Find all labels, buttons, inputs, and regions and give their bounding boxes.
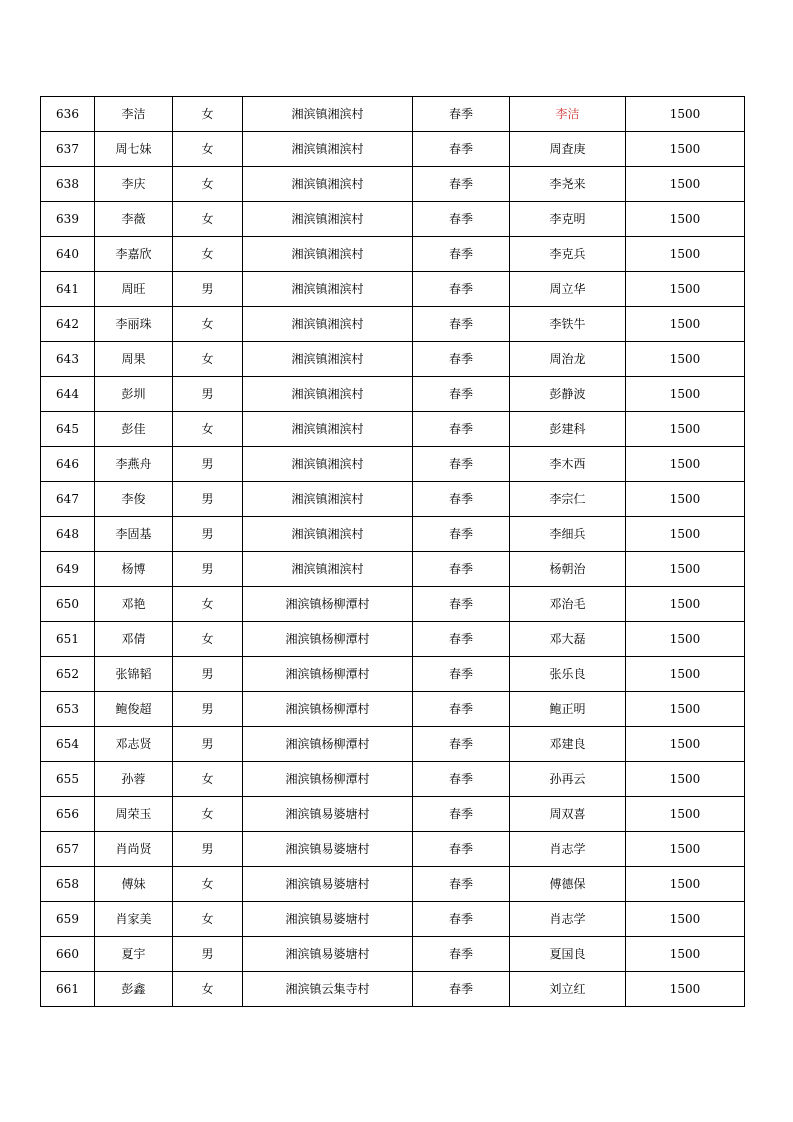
student-name-cell: 李丽珠	[95, 307, 173, 342]
student-name-cell: 周七妹	[95, 132, 173, 167]
guardian-name-cell: 李洁	[510, 97, 626, 132]
season-cell: 春季	[413, 762, 510, 797]
row-number-cell: 640	[41, 237, 95, 272]
gender-cell: 女	[173, 237, 243, 272]
gender-cell: 男	[173, 937, 243, 972]
gender-cell: 男	[173, 832, 243, 867]
village-cell: 湘滨镇湘滨村	[243, 237, 413, 272]
student-name-cell: 傅妹	[95, 867, 173, 902]
amount-cell: 1500	[626, 517, 745, 552]
gender-cell: 男	[173, 272, 243, 307]
season-cell: 春季	[413, 132, 510, 167]
table-row	[41, 342, 745, 377]
row-number-cell: 657	[41, 832, 95, 867]
amount-cell: 1500	[626, 377, 745, 412]
student-name-cell: 鲍俊超	[95, 692, 173, 727]
row-number-cell: 641	[41, 272, 95, 307]
row-number-cell: 643	[41, 342, 95, 377]
gender-cell: 男	[173, 727, 243, 762]
gender-cell: 女	[173, 797, 243, 832]
guardian-name-cell: 鲍正明	[510, 692, 626, 727]
village-cell: 湘滨镇湘滨村	[243, 132, 413, 167]
season-cell: 春季	[413, 202, 510, 237]
table-row	[41, 237, 745, 272]
row-number-cell: 660	[41, 937, 95, 972]
village-cell: 湘滨镇云集寺村	[243, 972, 413, 1007]
row-number-cell: 661	[41, 972, 95, 1007]
guardian-name-cell: 李克明	[510, 202, 626, 237]
amount-cell: 1500	[626, 937, 745, 972]
student-name-cell: 邓艳	[95, 587, 173, 622]
amount-cell: 1500	[626, 692, 745, 727]
amount-cell: 1500	[626, 902, 745, 937]
gender-cell: 男	[173, 517, 243, 552]
row-number-cell: 648	[41, 517, 95, 552]
table-row	[41, 482, 745, 517]
student-name-cell: 孙蓉	[95, 762, 173, 797]
row-number-cell: 645	[41, 412, 95, 447]
season-cell: 春季	[413, 167, 510, 202]
student-name-cell: 周荣玉	[95, 797, 173, 832]
table-row	[41, 412, 745, 447]
guardian-name-cell: 周立华	[510, 272, 626, 307]
gender-cell: 女	[173, 132, 243, 167]
gender-cell: 女	[173, 762, 243, 797]
season-cell: 春季	[413, 972, 510, 1007]
student-name-cell: 李俊	[95, 482, 173, 517]
gender-cell: 女	[173, 972, 243, 1007]
table-row	[41, 132, 745, 167]
guardian-name-cell: 肖志学	[510, 832, 626, 867]
row-number-cell: 644	[41, 377, 95, 412]
village-cell: 湘滨镇杨柳潭村	[243, 587, 413, 622]
table-row	[41, 972, 745, 1007]
season-cell: 春季	[413, 727, 510, 762]
row-number-cell: 638	[41, 167, 95, 202]
table-row	[41, 202, 745, 237]
student-name-cell: 李燕舟	[95, 447, 173, 482]
village-cell: 湘滨镇湘滨村	[243, 307, 413, 342]
table-row	[41, 657, 745, 692]
row-number-cell: 647	[41, 482, 95, 517]
village-cell: 湘滨镇易婆塘村	[243, 937, 413, 972]
student-name-cell: 邓志贤	[95, 727, 173, 762]
row-number-cell: 642	[41, 307, 95, 342]
village-cell: 湘滨镇杨柳潭村	[243, 692, 413, 727]
season-cell: 春季	[413, 832, 510, 867]
table-row	[41, 97, 745, 132]
village-cell: 湘滨镇湘滨村	[243, 272, 413, 307]
row-number-cell: 646	[41, 447, 95, 482]
gender-cell: 女	[173, 97, 243, 132]
gender-cell: 女	[173, 587, 243, 622]
amount-cell: 1500	[626, 797, 745, 832]
table-row	[41, 692, 745, 727]
student-name-cell: 夏宇	[95, 937, 173, 972]
gender-cell: 女	[173, 342, 243, 377]
guardian-name-cell: 周査庚	[510, 132, 626, 167]
season-cell: 春季	[413, 377, 510, 412]
village-cell: 湘滨镇杨柳潭村	[243, 727, 413, 762]
amount-cell: 1500	[626, 132, 745, 167]
amount-cell: 1500	[626, 972, 745, 1007]
guardian-name-cell: 李克兵	[510, 237, 626, 272]
guardian-name-cell: 彭静波	[510, 377, 626, 412]
gender-cell: 男	[173, 692, 243, 727]
row-number-cell: 639	[41, 202, 95, 237]
guardian-name-cell: 夏国良	[510, 937, 626, 972]
row-number-cell: 651	[41, 622, 95, 657]
gender-cell: 女	[173, 167, 243, 202]
amount-cell: 1500	[626, 237, 745, 272]
guardian-name-cell: 李木西	[510, 447, 626, 482]
guardian-name-cell: 傅德保	[510, 867, 626, 902]
student-name-cell: 彭鑫	[95, 972, 173, 1007]
student-name-cell: 周果	[95, 342, 173, 377]
season-cell: 春季	[413, 342, 510, 377]
village-cell: 湘滨镇易婆塘村	[243, 867, 413, 902]
season-cell: 春季	[413, 622, 510, 657]
student-name-cell: 周旺	[95, 272, 173, 307]
student-name-cell: 李固基	[95, 517, 173, 552]
table-row	[41, 377, 745, 412]
row-number-cell: 649	[41, 552, 95, 587]
season-cell: 春季	[413, 272, 510, 307]
village-cell: 湘滨镇易婆塘村	[243, 902, 413, 937]
table-row	[41, 727, 745, 762]
guardian-name-cell: 李细兵	[510, 517, 626, 552]
row-number-cell: 656	[41, 797, 95, 832]
student-name-cell: 张锦韬	[95, 657, 173, 692]
gender-cell: 女	[173, 622, 243, 657]
village-cell: 湘滨镇杨柳潭村	[243, 762, 413, 797]
season-cell: 春季	[413, 307, 510, 342]
guardian-name-cell: 孙再云	[510, 762, 626, 797]
guardian-name-cell: 李宗仁	[510, 482, 626, 517]
gender-cell: 男	[173, 552, 243, 587]
table-row	[41, 447, 745, 482]
season-cell: 春季	[413, 797, 510, 832]
amount-cell: 1500	[626, 622, 745, 657]
season-cell: 春季	[413, 902, 510, 937]
guardian-name-cell: 肖志学	[510, 902, 626, 937]
gender-cell: 女	[173, 202, 243, 237]
amount-cell: 1500	[626, 342, 745, 377]
gender-cell: 女	[173, 902, 243, 937]
row-number-cell: 652	[41, 657, 95, 692]
guardian-name-cell: 周治龙	[510, 342, 626, 377]
guardian-name-cell: 张乐良	[510, 657, 626, 692]
row-number-cell: 636	[41, 97, 95, 132]
village-cell: 湘滨镇湘滨村	[243, 412, 413, 447]
row-number-cell: 654	[41, 727, 95, 762]
amount-cell: 1500	[626, 867, 745, 902]
table-body	[41, 97, 745, 1007]
guardian-name-cell: 周双喜	[510, 797, 626, 832]
gender-cell: 男	[173, 447, 243, 482]
amount-cell: 1500	[626, 762, 745, 797]
table-row	[41, 307, 745, 342]
guardian-name-cell: 刘立红	[510, 972, 626, 1007]
guardian-name-cell: 李尧来	[510, 167, 626, 202]
amount-cell: 1500	[626, 412, 745, 447]
season-cell: 春季	[413, 482, 510, 517]
table-row	[41, 622, 745, 657]
table-row	[41, 517, 745, 552]
village-cell: 湘滨镇湘滨村	[243, 342, 413, 377]
row-number-cell: 658	[41, 867, 95, 902]
village-cell: 湘滨镇湘滨村	[243, 97, 413, 132]
village-cell: 湘滨镇杨柳潭村	[243, 622, 413, 657]
village-cell: 湘滨镇湘滨村	[243, 482, 413, 517]
row-number-cell: 655	[41, 762, 95, 797]
row-number-cell: 659	[41, 902, 95, 937]
village-cell: 湘滨镇杨柳潭村	[243, 657, 413, 692]
season-cell: 春季	[413, 412, 510, 447]
village-cell: 湘滨镇湘滨村	[243, 552, 413, 587]
amount-cell: 1500	[626, 727, 745, 762]
student-name-cell: 杨博	[95, 552, 173, 587]
student-name-cell: 彭佳	[95, 412, 173, 447]
table-row	[41, 902, 745, 937]
amount-cell: 1500	[626, 167, 745, 202]
student-name-cell: 李庆	[95, 167, 173, 202]
season-cell: 春季	[413, 937, 510, 972]
guardian-name-cell: 杨朝治	[510, 552, 626, 587]
student-name-cell: 肖尚贤	[95, 832, 173, 867]
season-cell: 春季	[413, 97, 510, 132]
gender-cell: 男	[173, 657, 243, 692]
village-cell: 湘滨镇湘滨村	[243, 202, 413, 237]
amount-cell: 1500	[626, 552, 745, 587]
guardian-name-cell: 彭建科	[510, 412, 626, 447]
gender-cell: 男	[173, 482, 243, 517]
roster-table	[40, 96, 745, 1007]
season-cell: 春季	[413, 552, 510, 587]
season-cell: 春季	[413, 447, 510, 482]
season-cell: 春季	[413, 657, 510, 692]
student-name-cell: 李嘉欣	[95, 237, 173, 272]
amount-cell: 1500	[626, 482, 745, 517]
table-row	[41, 587, 745, 622]
village-cell: 湘滨镇易婆塘村	[243, 797, 413, 832]
table-row	[41, 832, 745, 867]
table-row	[41, 797, 745, 832]
amount-cell: 1500	[626, 97, 745, 132]
student-name-cell: 彭圳	[95, 377, 173, 412]
table-row	[41, 762, 745, 797]
village-cell: 湘滨镇湘滨村	[243, 447, 413, 482]
gender-cell: 女	[173, 307, 243, 342]
table-row	[41, 867, 745, 902]
guardian-name-cell: 邓建良	[510, 727, 626, 762]
season-cell: 春季	[413, 867, 510, 902]
amount-cell: 1500	[626, 272, 745, 307]
table-row	[41, 272, 745, 307]
table-row	[41, 167, 745, 202]
amount-cell: 1500	[626, 447, 745, 482]
table-row	[41, 552, 745, 587]
row-number-cell: 637	[41, 132, 95, 167]
student-name-cell: 肖家美	[95, 902, 173, 937]
student-name-cell: 李洁	[95, 97, 173, 132]
row-number-cell: 650	[41, 587, 95, 622]
student-name-cell: 李薇	[95, 202, 173, 237]
guardian-name-cell: 邓大磊	[510, 622, 626, 657]
season-cell: 春季	[413, 587, 510, 622]
table-row	[41, 937, 745, 972]
amount-cell: 1500	[626, 202, 745, 237]
season-cell: 春季	[413, 517, 510, 552]
student-name-cell: 邓倩	[95, 622, 173, 657]
amount-cell: 1500	[626, 832, 745, 867]
village-cell: 湘滨镇湘滨村	[243, 517, 413, 552]
gender-cell: 男	[173, 377, 243, 412]
season-cell: 春季	[413, 237, 510, 272]
village-cell: 湘滨镇湘滨村	[243, 167, 413, 202]
guardian-name-cell: 李铁牛	[510, 307, 626, 342]
amount-cell: 1500	[626, 657, 745, 692]
row-number-cell: 653	[41, 692, 95, 727]
gender-cell: 女	[173, 867, 243, 902]
guardian-name-cell: 邓治毛	[510, 587, 626, 622]
season-cell: 春季	[413, 692, 510, 727]
amount-cell: 1500	[626, 587, 745, 622]
village-cell: 湘滨镇湘滨村	[243, 377, 413, 412]
gender-cell: 女	[173, 412, 243, 447]
village-cell: 湘滨镇易婆塘村	[243, 832, 413, 867]
amount-cell: 1500	[626, 307, 745, 342]
